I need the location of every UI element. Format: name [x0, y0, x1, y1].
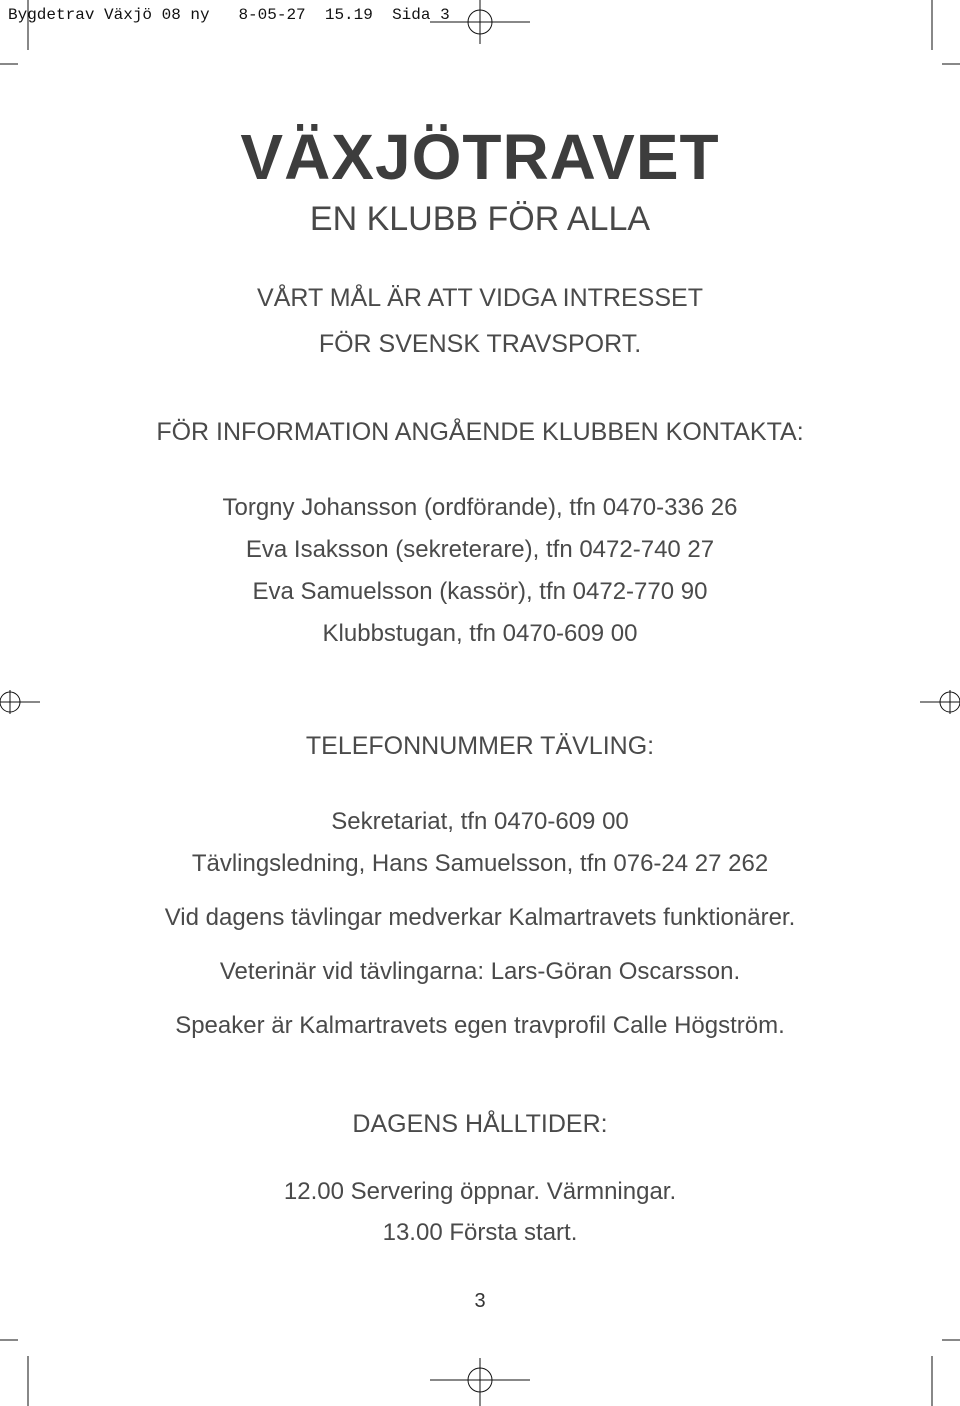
- contact-line: Eva Samuelsson (kassör), tfn 0472-770 90: [252, 578, 708, 605]
- club-title: VÄXJÖTRAVET: [240, 121, 720, 193]
- schedule-line: 13.00 Första start.: [382, 1219, 578, 1246]
- competition-line: Tävlingsledning, Hans Samuelsson, tfn 076-24 27 262: [191, 850, 769, 877]
- competition-line: Speaker är Kalmartravets egen travprofil Calle Högström.: [175, 1012, 785, 1039]
- print-header: Bygdetrav Växjö 08 ny 8-05-27 15.19 Sida 3: [8, 6, 450, 24]
- contact-line: Torgny Johansson (ordförande), tfn 0470-336 26: [222, 494, 738, 521]
- goal-line-2: FÖR SVENSK TRAVSPORT.: [318, 330, 642, 358]
- page-number: 3: [474, 1290, 486, 1312]
- info-heading: FÖR INFORMATION ANGÅENDE KLUBBEN KONTAKTA:: [156, 418, 804, 446]
- contact-line: Klubbstugan, tfn 0470-609 00: [322, 620, 638, 647]
- goal-line-1: VÅRT MÅL ÄR ATT VIDGA INTRESSET: [257, 284, 703, 312]
- contact-line: Eva Isaksson (sekreterare), tfn 0472-740 27: [245, 536, 715, 563]
- competition-line: Vid dagens tävlingar medverkar Kalmartravets funktionärer.: [164, 904, 796, 931]
- competition-line: Veterinär vid tävlingarna: Lars-Göran Oscarsson.: [219, 958, 741, 985]
- schedule-heading: DAGENS HÅLLTIDER:: [352, 1110, 608, 1138]
- schedule-line: 12.00 Servering öppnar. Värmningar.: [283, 1178, 677, 1205]
- competition-heading: TELEFONNUMMER TÄVLING:: [305, 732, 655, 760]
- club-subtitle: EN KLUBB FÖR ALLA: [309, 200, 651, 238]
- competition-line: Sekretariat, tfn 0470-609 00: [331, 808, 629, 835]
